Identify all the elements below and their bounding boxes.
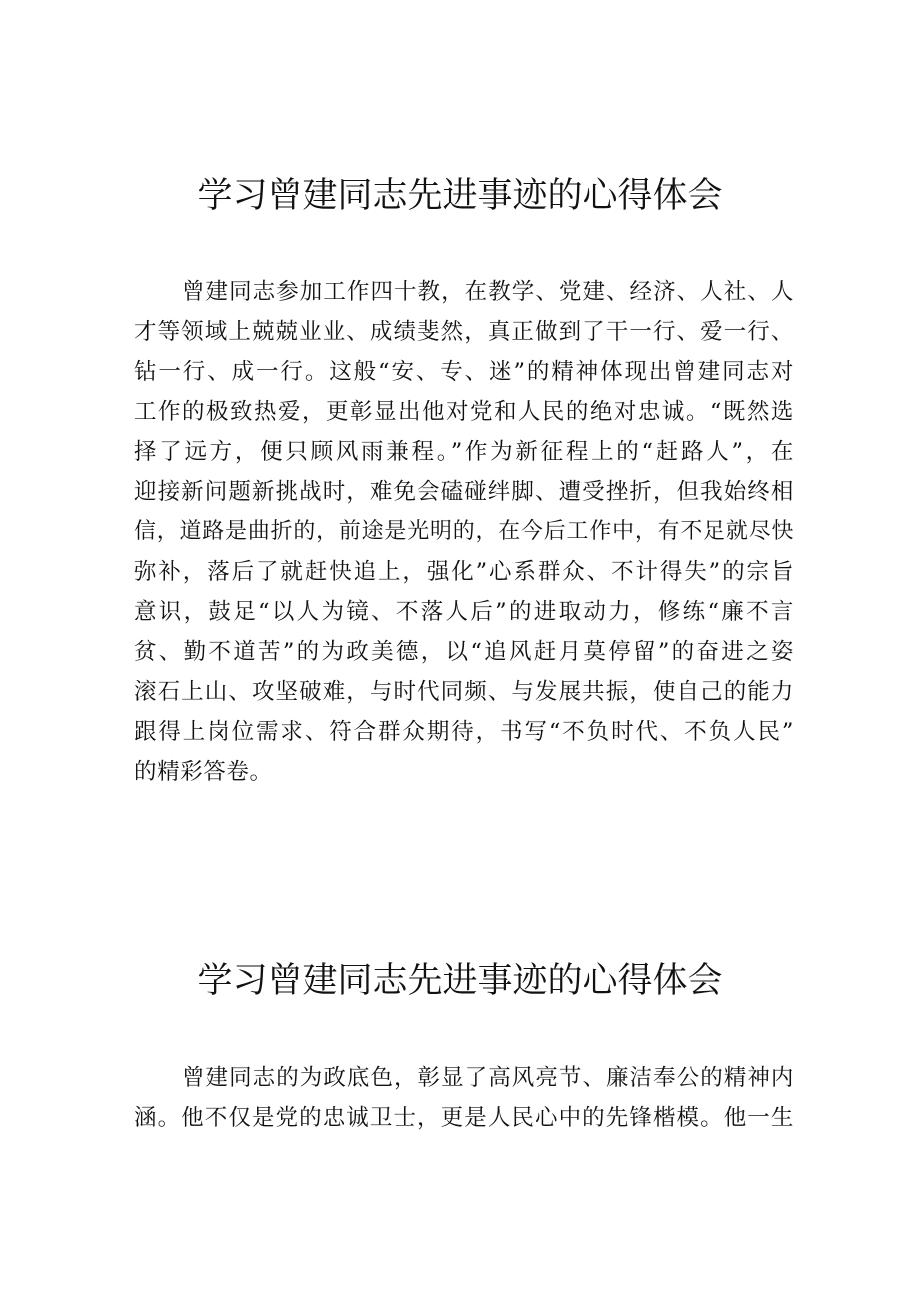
paragraph-line: 工作的极致热爱，更彰显出他对党和人民的绝对忠诚。“既然选 bbox=[134, 399, 794, 425]
paragraph-line: 才等领域上兢兢业业、成绩斐然，真正做到了干一行、爱一行、 bbox=[134, 319, 794, 345]
paragraph-line: 涵。他不仅是党的忠诚卫士，更是人民心中的先锋楷模。他一生 bbox=[134, 1105, 794, 1131]
paragraph-line: 曾建同志参加工作四十教，在教学、党建、经济、人社、人 bbox=[182, 279, 794, 305]
article-title: 学习曾建同志先进事迹的心得体会 bbox=[197, 176, 723, 216]
article-body bbox=[134, 1058, 794, 1138]
article-body bbox=[134, 272, 794, 792]
paragraph-line: 跟得上岗位需求、符合群众期待，书写“不负时代、不负人民” bbox=[134, 719, 794, 745]
paragraph-line: 意识，鼓足“以人为镜、不落人后”的进取动力，修练“廉不言 bbox=[134, 599, 794, 625]
paragraph-line: 滚石上山、攻坚破难，与时代同频、与发展共振，使自己的能力 bbox=[134, 679, 794, 705]
paragraph-line: 的精彩答卷。 bbox=[134, 759, 273, 785]
paragraph-line: 贫、勤不道苦”的为政美德，以“追风赶月莫停留”的奋进之姿 bbox=[134, 639, 794, 665]
article-title: 学习曾建同志先进事迹的心得体会 bbox=[197, 961, 723, 1001]
paragraph-line: 信，道路是曲折的，前途是光明的，在今后工作中，有不足就尽快 bbox=[134, 519, 794, 544]
paragraph-line: 迎接新问题新挑战时，难免会磕碰绊脚、遭受挫折，但我始终相 bbox=[134, 479, 794, 505]
paragraph-line: 弥补，落后了就赶快追上，强化”心系群众、不计得失”的宗旨 bbox=[134, 559, 794, 585]
paragraph-line: 曾建同志的为政底色，彰显了高风亮节、廉洁奉公的精神内 bbox=[182, 1065, 794, 1091]
paragraph-line: 钻一行、成一行。这般“安、专、迷”的精神体现出曾建同志对 bbox=[134, 359, 794, 385]
paragraph-line: 择了远方，便只顾风雨兼程。”作为新征程上的“赶路人”，在 bbox=[134, 439, 794, 465]
